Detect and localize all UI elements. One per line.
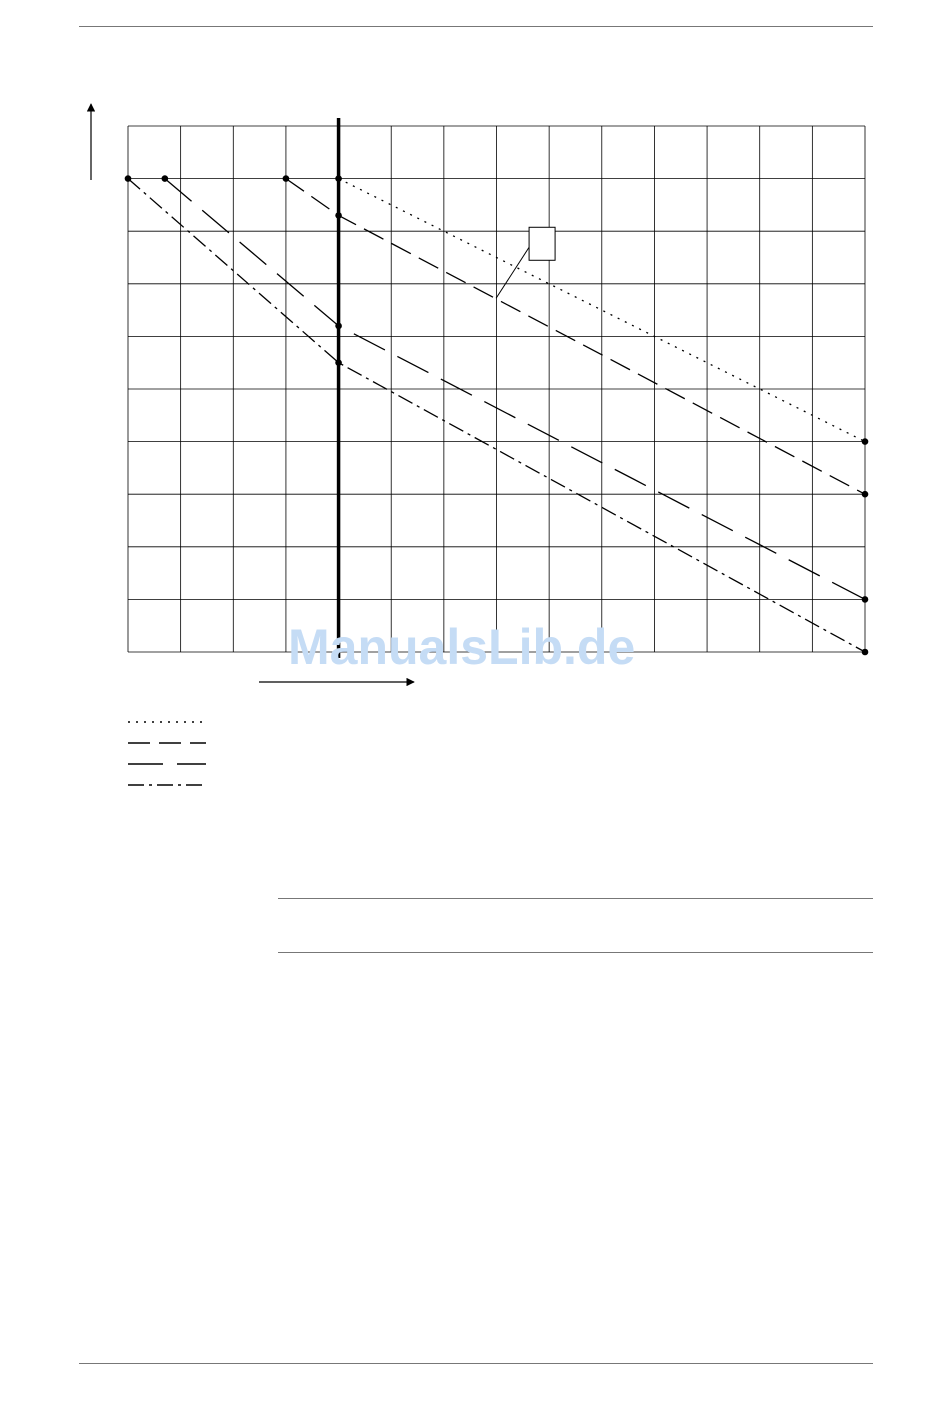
footer-rule [79,1363,873,1364]
chart-grid [128,126,865,652]
watermark: ManualsLib.de [288,619,636,675]
data-point [862,596,869,603]
data-point [335,323,342,330]
data-point [335,175,342,182]
table-rule-top [278,898,873,899]
data-point [162,175,169,182]
callout-box [529,227,555,260]
chart-legend [128,722,206,785]
data-point [862,649,869,656]
data-point [283,175,290,182]
data-point [335,359,342,366]
data-point [125,175,132,182]
data-point [335,212,342,219]
callout-leader [496,247,529,298]
data-point [862,438,869,445]
table-rule-bottom [278,952,873,953]
callout [496,227,555,298]
data-point [862,491,869,498]
